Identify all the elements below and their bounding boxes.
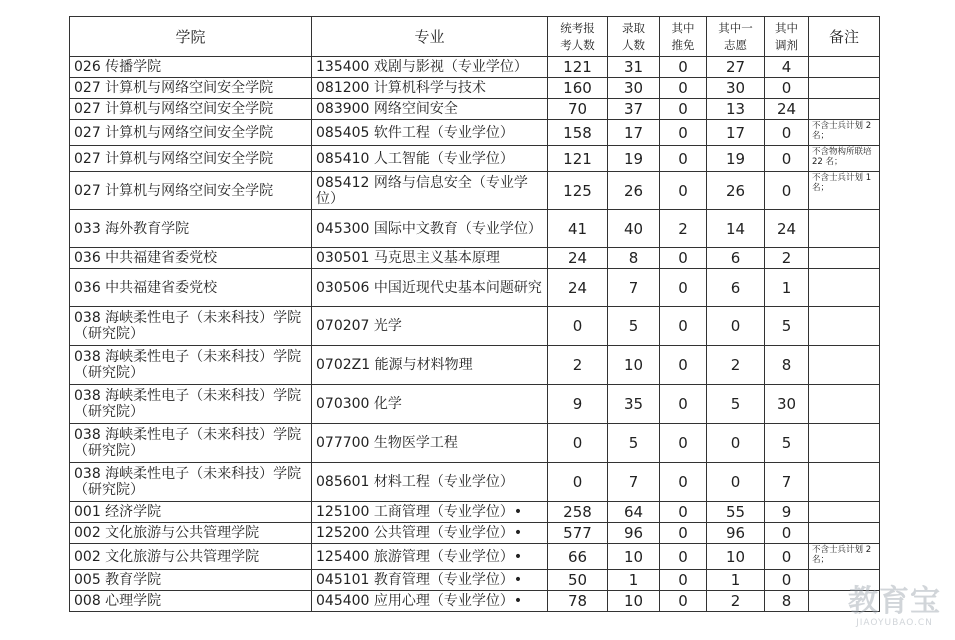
cell-admitted: 5 [608,307,660,346]
cell-applicants: 24 [548,248,608,269]
table-row [70,57,880,78]
cell-applicants: 0 [548,463,608,502]
cell-first-choice: 2 [707,591,765,612]
table-row [70,523,880,544]
cell-transfer: 5 [765,307,809,346]
cell-major: 070207 光学 [312,307,548,346]
cell-applicants: 78 [548,591,608,612]
cell-major: 085601 材料工程（专业学位） [312,463,548,502]
cell-college: 033 海外教育学院 [70,210,312,248]
cell-note: 不含士兵计划 2 名； [809,120,880,146]
cell-college: 036 中共福建省委党校 [70,248,312,269]
cell-transfer: 0 [765,120,809,146]
cell-exempt: 0 [660,523,707,544]
cell-applicants: 121 [548,57,608,78]
cell-college: 005 教育学院 [70,570,312,591]
watermark-logo [848,586,941,628]
cell-college: 027 计算机与网络空间安全学院 [70,78,312,99]
cell-exempt: 0 [660,544,707,570]
cell-applicants: 125 [548,172,608,210]
cell-applicants: 24 [548,269,608,307]
cell-exempt: 0 [660,146,707,172]
table-row [70,385,880,424]
cell-first-choice: 55 [707,502,765,523]
table-row [70,248,880,269]
watermark-text: 教育宝 [848,584,941,619]
cell-admitted: 8 [608,248,660,269]
cell-applicants: 9 [548,385,608,424]
cell-admitted: 1 [608,570,660,591]
cell-major: 085412 网络与信息安全（专业学位） [312,172,548,210]
cell-note: 不含士兵计划 1 名； [809,172,880,210]
cell-transfer: 0 [765,523,809,544]
cell-first-choice: 2 [707,346,765,385]
cell-first-choice: 1 [707,570,765,591]
cell-college: 038 海峡柔性电子（未来科技）学院（研究院） [70,307,312,346]
cell-transfer: 24 [765,210,809,248]
header-applicants: 统考报 考人数 [548,17,608,57]
cell-exempt: 0 [660,99,707,120]
cell-major: 070300 化学 [312,385,548,424]
table-row [70,78,880,99]
watermark-domain: JIAOYUBAO.CN [856,618,933,628]
table-row [70,424,880,463]
cell-applicants: 258 [548,502,608,523]
table-row [70,120,880,146]
cell-exempt: 0 [660,172,707,210]
cell-exempt: 0 [660,57,707,78]
cell-exempt: 0 [660,502,707,523]
cell-college: 027 计算机与网络空间安全学院 [70,146,312,172]
table-row [70,502,880,523]
table-row [70,269,880,307]
table-row [70,307,880,346]
cell-major: 045101 教育管理（专业学位）• [312,570,548,591]
cell-transfer: 0 [765,146,809,172]
cell-first-choice: 27 [707,57,765,78]
cell-exempt: 0 [660,463,707,502]
cell-major: 030501 马克思主义基本原理 [312,248,548,269]
cell-major: 083900 网络空间安全 [312,99,548,120]
cell-admitted: 31 [608,57,660,78]
cell-transfer: 1 [765,269,809,307]
table-row [70,544,880,570]
cell-college: 001 经济学院 [70,502,312,523]
cell-applicants: 0 [548,424,608,463]
cell-first-choice: 0 [707,307,765,346]
header-exempt: 其中 推免 [660,17,707,57]
header-major: 专业 [312,17,548,57]
cell-transfer: 0 [765,78,809,99]
table-row [70,570,880,591]
admission-table [69,16,880,612]
header-first-choice: 其中一 志愿 [707,17,765,57]
cell-admitted: 40 [608,210,660,248]
cell-admitted: 17 [608,120,660,146]
cell-admitted: 7 [608,463,660,502]
cell-admitted: 96 [608,523,660,544]
table-row [70,591,880,612]
cell-transfer: 7 [765,463,809,502]
header-notes: 备注 [809,17,880,57]
cell-exempt: 0 [660,120,707,146]
cell-note [809,57,880,78]
cell-applicants: 50 [548,570,608,591]
cell-first-choice: 6 [707,269,765,307]
cell-transfer: 0 [765,544,809,570]
cell-note: 不含物构所联培 22 名； [809,146,880,172]
cell-exempt: 0 [660,346,707,385]
table-row [70,346,880,385]
cell-first-choice: 0 [707,424,765,463]
cell-applicants: 2 [548,346,608,385]
cell-note [809,210,880,248]
cell-exempt: 0 [660,591,707,612]
cell-college: 038 海峡柔性电子（未来科技）学院（研究院） [70,385,312,424]
cell-major: 135400 戏剧与影视（专业学位） [312,57,548,78]
cell-major: 125400 旅游管理（专业学位）• [312,544,548,570]
cell-first-choice: 30 [707,78,765,99]
cell-admitted: 10 [608,591,660,612]
cell-college: 027 计算机与网络空间安全学院 [70,120,312,146]
cell-admitted: 64 [608,502,660,523]
cell-note [809,307,880,346]
cell-admitted: 35 [608,385,660,424]
cell-admitted: 26 [608,172,660,210]
cell-first-choice: 96 [707,523,765,544]
cell-admitted: 19 [608,146,660,172]
cell-college: 026 传播学院 [70,57,312,78]
cell-major: 0702Z1 能源与材料物理 [312,346,548,385]
table-row [70,172,880,210]
cell-admitted: 7 [608,269,660,307]
cell-transfer: 0 [765,172,809,210]
cell-major: 125100 工商管理（专业学位）• [312,502,548,523]
cell-major: 125200 公共管理（专业学位）• [312,523,548,544]
header-transfer: 其中 调剂 [765,17,809,57]
cell-note [809,424,880,463]
cell-note [809,99,880,120]
cell-transfer: 8 [765,346,809,385]
cell-transfer: 0 [765,570,809,591]
cell-note [809,463,880,502]
cell-transfer: 24 [765,99,809,120]
cell-transfer: 2 [765,248,809,269]
cell-note [809,78,880,99]
cell-college: 036 中共福建省委党校 [70,269,312,307]
table-row [70,146,880,172]
cell-first-choice: 10 [707,544,765,570]
cell-college: 008 心理学院 [70,591,312,612]
cell-note [809,385,880,424]
cell-note [809,502,880,523]
table-row [70,210,880,248]
cell-transfer: 8 [765,591,809,612]
cell-note [809,523,880,544]
header-college: 学院 [70,17,312,57]
cell-exempt: 2 [660,210,707,248]
cell-applicants: 577 [548,523,608,544]
cell-college: 002 文化旅游与公共管理学院 [70,544,312,570]
cell-major: 077700 生物医学工程 [312,424,548,463]
cell-exempt: 0 [660,424,707,463]
cell-first-choice: 0 [707,463,765,502]
cell-admitted: 5 [608,424,660,463]
cell-first-choice: 14 [707,210,765,248]
cell-college: 038 海峡柔性电子（未来科技）学院（研究院） [70,346,312,385]
cell-admitted: 30 [608,78,660,99]
cell-note [809,346,880,385]
cell-college: 038 海峡柔性电子（未来科技）学院（研究院） [70,463,312,502]
cell-major: 085405 软件工程（专业学位） [312,120,548,146]
cell-first-choice: 19 [707,146,765,172]
cell-admitted: 37 [608,99,660,120]
table-row [70,463,880,502]
table-row [70,99,880,120]
cell-major: 030506 中国近现代史基本问题研究 [312,269,548,307]
cell-exempt: 0 [660,570,707,591]
cell-first-choice: 5 [707,385,765,424]
cell-college: 038 海峡柔性电子（未来科技）学院（研究院） [70,424,312,463]
cell-college: 002 文化旅游与公共管理学院 [70,523,312,544]
cell-transfer: 9 [765,502,809,523]
cell-major: 045400 应用心理（专业学位）• [312,591,548,612]
cell-note [809,248,880,269]
table-body [70,57,880,612]
cell-applicants: 41 [548,210,608,248]
cell-admitted: 10 [608,346,660,385]
cell-applicants: 160 [548,78,608,99]
cell-major: 085410 人工智能（专业学位） [312,146,548,172]
cell-first-choice: 13 [707,99,765,120]
cell-first-choice: 6 [707,248,765,269]
cell-transfer: 30 [765,385,809,424]
cell-transfer: 5 [765,424,809,463]
cell-major: 081200 计算机科学与技术 [312,78,548,99]
header-row [70,17,880,57]
cell-exempt: 0 [660,269,707,307]
cell-applicants: 0 [548,307,608,346]
cell-exempt: 0 [660,248,707,269]
cell-note [809,269,880,307]
cell-admitted: 10 [608,544,660,570]
cell-first-choice: 26 [707,172,765,210]
cell-college: 027 计算机与网络空间安全学院 [70,99,312,120]
cell-exempt: 0 [660,385,707,424]
cell-applicants: 66 [548,544,608,570]
cell-major: 045300 国际中文教育（专业学位） [312,210,548,248]
cell-exempt: 0 [660,307,707,346]
cell-applicants: 70 [548,99,608,120]
cell-first-choice: 17 [707,120,765,146]
header-admitted: 录取 人数 [608,17,660,57]
cell-college: 027 计算机与网络空间安全学院 [70,172,312,210]
cell-transfer: 4 [765,57,809,78]
cell-applicants: 121 [548,146,608,172]
cell-note: 不含士兵计划 2 名； [809,544,880,570]
cell-exempt: 0 [660,78,707,99]
cell-applicants: 158 [548,120,608,146]
